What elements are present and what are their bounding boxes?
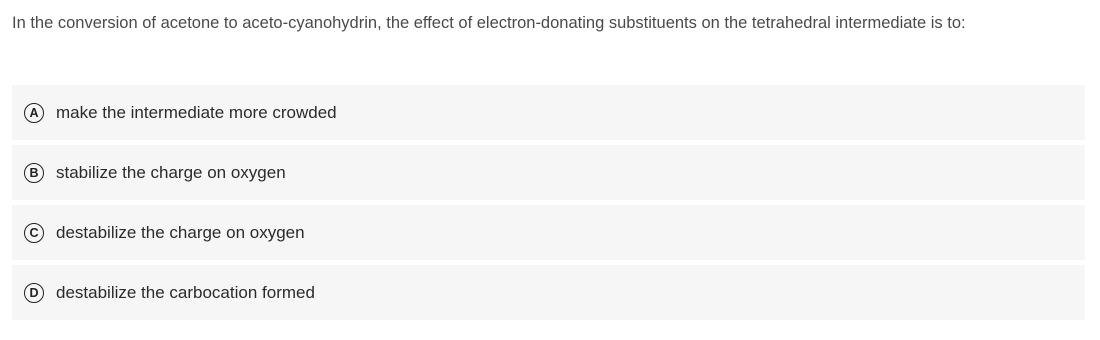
option-b[interactable] bbox=[12, 145, 1085, 200]
option-b-letter-badge: B bbox=[24, 163, 44, 183]
option-a-label: make the intermediate more crowded bbox=[56, 102, 337, 122]
option-d-letter-badge: D bbox=[24, 283, 44, 303]
option-d-label: destabilize the carbocation formed bbox=[56, 282, 315, 302]
option-c-label: destabilize the charge on oxygen bbox=[56, 222, 305, 242]
option-c[interactable] bbox=[12, 205, 1085, 260]
option-a-letter-badge: A bbox=[24, 103, 44, 123]
option-a[interactable] bbox=[12, 85, 1085, 140]
option-d[interactable] bbox=[12, 265, 1085, 320]
answer-options bbox=[12, 85, 1085, 325]
question-text: In the conversion of acetone to aceto-cyanohydrin, the effect of electron-donating substituents on the tetrahedral intermediate is to: bbox=[12, 14, 966, 32]
option-c-letter-badge: C bbox=[24, 223, 44, 243]
option-b-label: stabilize the charge on oxygen bbox=[56, 162, 286, 182]
